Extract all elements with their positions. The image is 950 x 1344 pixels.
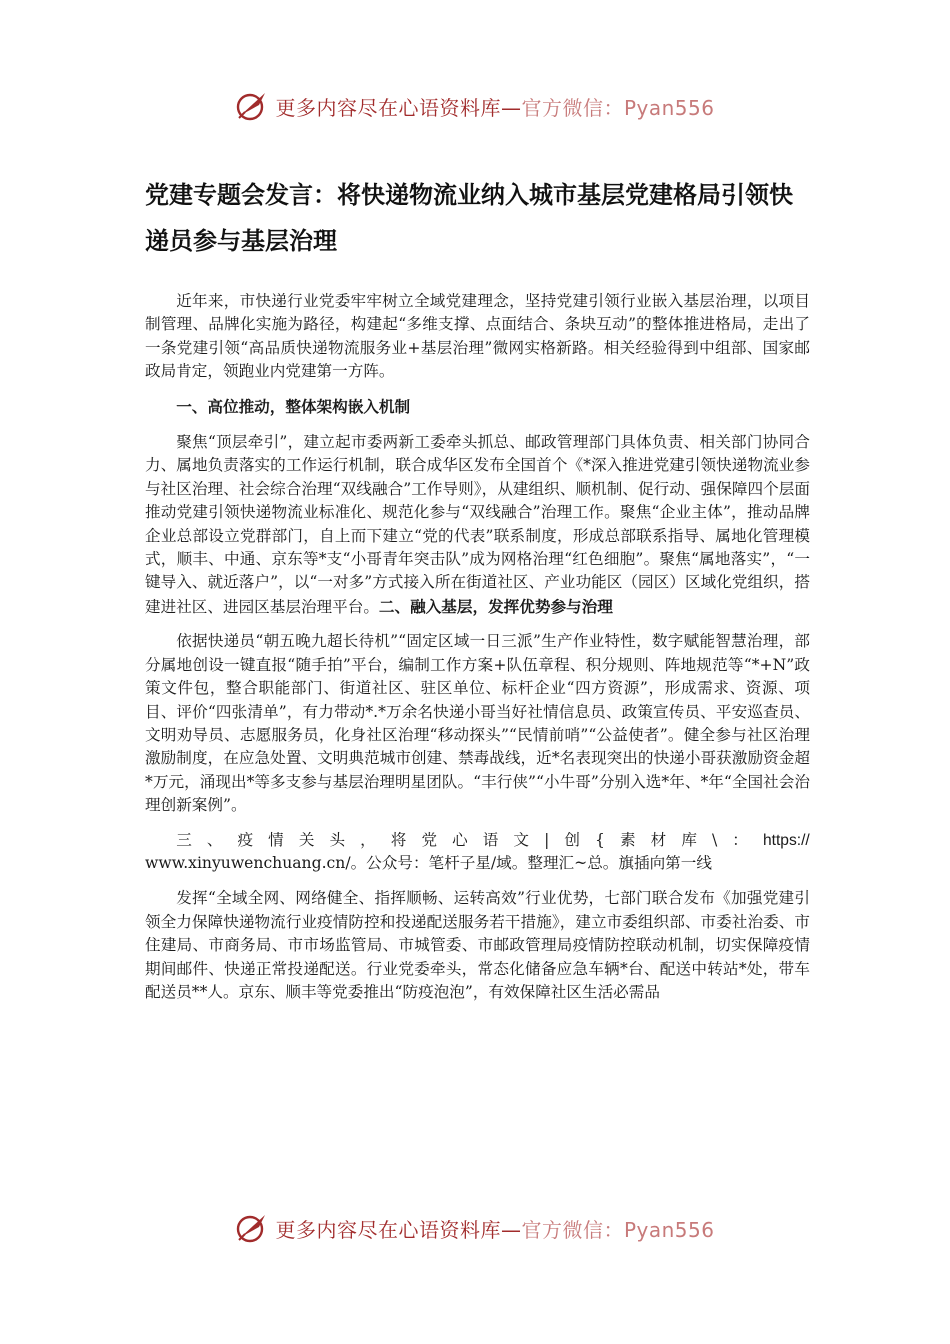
section3-heading-char: 将	[390, 830, 407, 849]
watermark-header	[0, 86, 950, 126]
section1-body-text: 聚焦“顶层牵引”，建立起市委两新工委牵头抓总、邮政管理部门具体负责、相关部门协同合力、属地负责落实的工作运行机制，联合成华区发布全国首个《*深入推进党建引领快递物流业参与社区治理、社会综合治理“双线融合”工作导则》，从建组织、顺机制、促行动、强保障四个层面推动党建引领快递物流业标准化、规范化参与“双线融合”治理工作。聚焦“企业主体”，推动品牌企业总部设立党群部门，自上而下建立“党的代表”联系制度，形成总部联系指导、属地化管理模式，顺丰、中通、京东等*支“小哥青年突击队”成为网格治理“红色细胞”。聚焦“属地落实”，“一键导入、就近落户”，以“一对多”方式接入所在街道社区、产业功能区（园区）区域化党组织，搭建进社区、进园区基层治理平台。	[145, 433, 810, 616]
section3-heading-char: 关	[298, 830, 315, 849]
document-title: 党建专题会发言：将快递物流业纳入城市基层党建格局引领快递员参与基层治理	[145, 181, 793, 255]
section3-heading-char: |	[544, 830, 550, 849]
section3-heading-char: \	[711, 830, 718, 849]
watermark-text	[275, 1214, 714, 1243]
section3-heading-char: 素	[620, 830, 636, 849]
watermark-wechat: 官方微信：Pyan556	[521, 95, 715, 120]
section3-heading-char: {	[595, 830, 605, 849]
quill-logo-icon	[235, 1211, 269, 1245]
watermark-main: 更多内容尽在心语资料库	[275, 1217, 501, 1242]
section3-heading-char: 创	[564, 830, 580, 849]
section3-heading-char: 情	[268, 830, 284, 849]
section1-heading: 一、高位推动，整体架构嵌入机制	[176, 396, 411, 416]
document-body	[145, 172, 810, 1015]
quill-logo-icon	[235, 89, 269, 123]
section3-heading-line1	[145, 829, 810, 852]
section3-heading-char: ，	[360, 830, 376, 849]
watermark-wechat: 官方微信：Pyan556	[521, 1217, 715, 1242]
section3-heading-char: 疫	[237, 830, 254, 849]
watermark-separator: —	[500, 95, 522, 120]
section3-heading-char: 心	[452, 830, 468, 849]
watermark-separator: —	[500, 1217, 522, 1242]
section3-heading-char: 、	[206, 830, 223, 849]
section3-heading-char: https://	[762, 831, 810, 849]
section2-heading: 二、融入基层，发挥优势参与治理	[378, 596, 613, 616]
section3-heading-char: 三	[176, 830, 192, 849]
watermark-main: 更多内容尽在心语资料库	[275, 95, 501, 120]
section3-heading-char: ：	[732, 830, 748, 849]
section3-heading-char: 党	[421, 830, 438, 849]
section3-heading-char: 头	[329, 830, 346, 849]
section3-heading-line2: www.xinyuwenchuang.cn/。公众号：笔杆子星/域。整理汇~总。旗插向第一线	[145, 853, 712, 872]
intro-paragraph: 近年来，市快递行业党委牢牢树立全域党建理念，坚持党建引领行业嵌入基层治理，以项目制管理、品牌化实施为路径，构建起“多维支撑、点面结合、条块互动”的整体推进格局，走出了一条党建引领“高品质快递物流服务业+基层治理”微网实格新路。相关经验得到中组部、国家邮政局肯定，领跑业内党建第一方阵。	[145, 292, 810, 381]
section3-heading-char: 语	[482, 830, 499, 849]
section2-paragraph: 依据快递员“朝五晚九超长待机”“固定区域一日三派”生产作业特性，数字赋能智慧治理，部分属地创设一键直报“随手拍”平台，编制工作方案+队伍章程、积分规则、阵地规范等“*+N”政策文件包，整合职能部门、街道社区、驻区单位、标杆企业“四方资源”，形成需求、资源、项目、评价“四张清单”，有力带动*.*万余名快递小哥当好社情信息员、政策宣传员、平安巡查员、文明劝导员、志愿服务员，化身社区治理“移动探头”“民情前哨”“公益使者”。健全参与社区治理激励制度，在应急处置、文明典范城市创建、禁毒战线，近*名表现突出的快递小哥获激励资金超*万元，涌现出*等多支参与基层治理明星团队。“丰行侠”“小牛哥”分别入选*年、*年“全国社会治理创新案例”。	[145, 632, 810, 815]
section1-paragraph	[145, 431, 810, 619]
section3-paragraph: 发挥“全域全网、网络健全、指挥顺畅、运转高效”行业优势，七部门联合发布《加强党建引领全力保障快递物流行业疫情防控和投递配送服务若干措施》，建立市委组织部、市委社治委、市住建局、市商务局、市市场监管局、市城管委、市邮政管理局疫情防控联动机制，切实保障疫情期间邮件、快递正常投递配送。行业党委牵头，常态化储备应急车辆*台、配送中转站*处，带车配送员**人。京东、顺丰等党委推出“防疫泡泡”，有效保障社区生活必需品	[145, 889, 810, 1001]
section3-heading-char: 库	[681, 830, 697, 849]
watermark-footer	[0, 1208, 950, 1248]
section3-heading-char: 文	[513, 830, 530, 849]
watermark-text	[275, 92, 714, 121]
section3-heading	[145, 829, 810, 876]
section3-heading-char: 材	[650, 830, 667, 849]
